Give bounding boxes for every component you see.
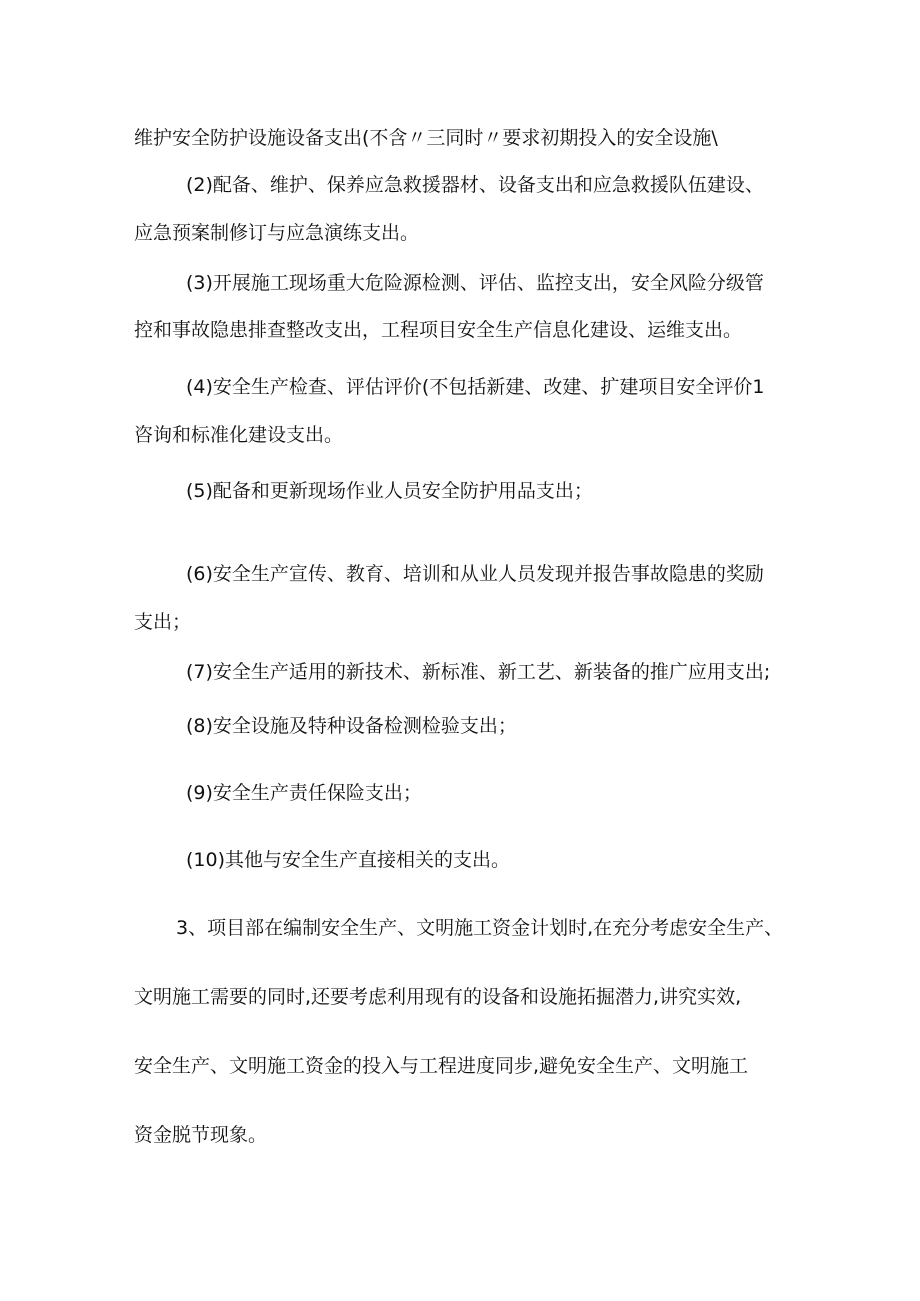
- text-line-13: (9)安全生产责任保险支出；: [186, 782, 422, 804]
- text-line-11: (7)安全生产适用的新技术、新标准、新工艺、新装备的推广应用支出;: [186, 661, 771, 683]
- text-line-12: (8)安全设施及特种设备检测检验支出；: [186, 715, 517, 737]
- text-line-2: (2)配备、维护、保养应急救援器材、设备支出和应急救援队伍建设、: [186, 174, 764, 196]
- text-line-10: 支出；: [134, 611, 192, 633]
- text-line-18: 资金脱节现象。: [134, 1124, 268, 1146]
- text-line-9: (6)安全生产宣传、教育、培训和从业人员发现并报告事故隐患的奖励: [186, 563, 764, 585]
- text-line-5: 控和事故隐患排查整改支出，工程项目安全生产信息化建设、运维支出。: [134, 319, 743, 341]
- text-line-14: (10)其他与安全生产直接相关的支出。: [186, 849, 511, 871]
- text-line-4: (3)开展施工现场重大危险源检测、评估、监控支出，安全风险分级管: [186, 272, 764, 294]
- text-line-8: (5)配备和更新现场作业人员安全防护用品支出；: [186, 480, 593, 502]
- text-line-1: 维护安全防护设施设备支出(不含〃三同时〃要求初期投入的安全设施\: [134, 127, 718, 149]
- text-line-7: 咨询和标准化建设支出。: [134, 424, 344, 446]
- text-line-17: 安全生产、文明施工资金的投入与工程进度同步,避免安全生产、文明施工: [134, 1055, 749, 1077]
- text-line-15: 3、项目部在编制安全生产、文明施工资金计划时,在充分考虑安全生产、: [176, 917, 784, 939]
- text-line-3: 应急预案制修订与应急演练支出。: [134, 222, 420, 244]
- text-line-6: (4)安全生产检查、评估评价(不包括新建、改建、扩建项目安全评价1: [186, 376, 765, 398]
- text-line-16: 文明施工需要的同时,还要考虑利用现有的设备和设施拓掘潜力,讲究实效,: [134, 986, 742, 1008]
